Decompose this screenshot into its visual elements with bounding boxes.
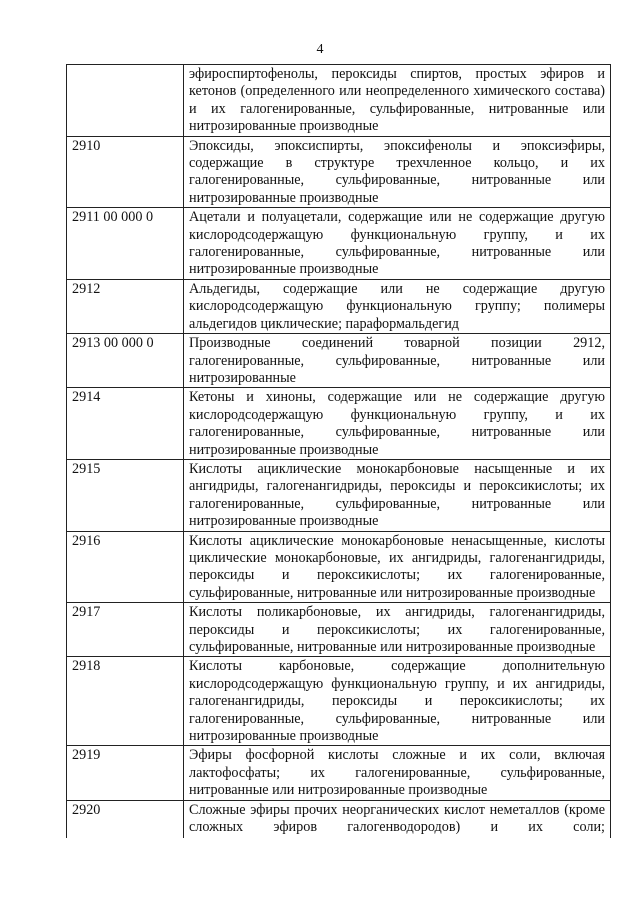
description-cell: Эфиры фосфорной кислоты сложные и их соли, включая лактофосфаты; их галогенированные, сульфированные, нитрованные или нитрозированные производные bbox=[184, 746, 611, 800]
description-cell: эфироспиртофенолы, пероксиды спиртов, простых эфиров и кетонов (определенного или неопределенного химического состава) и их галогенированные, сульфированные, нитрованные или нитрозированные производные bbox=[184, 65, 611, 137]
description-cell: Кислоты ациклические монокарбоновые насыщенные и их ангидриды, галогенангидриды, пероксиды и пероксикислоты; их галогенированные, сульфированные, нитрованные или нитрозированные производные bbox=[184, 459, 611, 531]
description-cell: Кислоты ациклические монокарбоновые ненасыщенные, кислоты циклические монокарбоновые, их ангидриды, галогенангидриды, пероксиды и пероксикислоты; их галогенированные, сульфированные, нитрованные или нитрозированные производные bbox=[184, 531, 611, 603]
description-cell: Альдегиды, содержащие или не содержащие другую кислородсодержащую функциональную группу; полимеры альдегидов циклические; параформальдегид bbox=[184, 279, 611, 333]
description-cell: Ацетали и полуацетали, содержащие или не содержащие другую кислородсодержащую функциональную группу, и их галогенированные, сульфированные, нитрованные или нитрозированные производные bbox=[184, 208, 611, 280]
table-row bbox=[67, 531, 611, 603]
code-cell: 2919 bbox=[67, 746, 184, 800]
table-row bbox=[67, 65, 611, 137]
code-cell: 2920 bbox=[67, 800, 184, 838]
table-row bbox=[67, 657, 611, 746]
code-cell: 2911 00 000 0 bbox=[67, 208, 184, 280]
tariff-code-table bbox=[66, 64, 611, 838]
description-cell: Кислоты поликарбоновые, их ангидриды, галогенангидриды, пероксиды и пероксикислоты; их галогенированные, сульфированные, нитрованные или нитрозированные производные bbox=[184, 603, 611, 657]
table-row bbox=[67, 800, 611, 838]
description-cell: Кетоны и хиноны, содержащие или не содержащие другую кислородсодержащую функциональную группу, и их галогенированные, сульфированные, нитрованные или нитрозированные производные bbox=[184, 388, 611, 460]
table-row bbox=[67, 603, 611, 657]
table-row bbox=[67, 334, 611, 388]
table-row bbox=[67, 279, 611, 333]
code-cell: 2914 bbox=[67, 388, 184, 460]
table-row bbox=[67, 208, 611, 280]
code-cell: 2916 bbox=[67, 531, 184, 603]
table-row bbox=[67, 459, 611, 531]
table-row bbox=[67, 746, 611, 800]
description-cell: Сложные эфиры прочих неорганических кислот неметаллов (кроме сложных эфиров галогенводородов) и их соли; bbox=[184, 800, 611, 838]
table-row bbox=[67, 388, 611, 460]
code-cell: 2910 bbox=[67, 136, 184, 208]
code-cell: 2912 bbox=[67, 279, 184, 333]
description-cell: Производные соединений товарной позиции 2912, галогенированные, сульфированные, нитрованные или нитрозированные bbox=[184, 334, 611, 388]
code-cell: 2915 bbox=[67, 459, 184, 531]
code-cell: 2917 bbox=[67, 603, 184, 657]
description-cell: Кислоты карбоновые, содержащие дополнительную кислородсодержащую функциональную группу, и их ангидриды, галогенангидриды, пероксиды и пероксикислоты; их галогенированные, сульфированные, нитрованные или нитрозированные производные bbox=[184, 657, 611, 746]
page-number: 4 bbox=[316, 42, 324, 57]
code-cell bbox=[67, 65, 184, 137]
code-cell: 2918 bbox=[67, 657, 184, 746]
table-row bbox=[67, 136, 611, 208]
description-cell: Эпоксиды, эпоксиспирты, эпоксифенолы и эпоксиэфиры, содержащие в структуре трехчленное кольцо, и их галогенированные, сульфированные, нитрованные или нитрозированные производные bbox=[184, 136, 611, 208]
code-cell: 2913 00 000 0 bbox=[67, 334, 184, 388]
